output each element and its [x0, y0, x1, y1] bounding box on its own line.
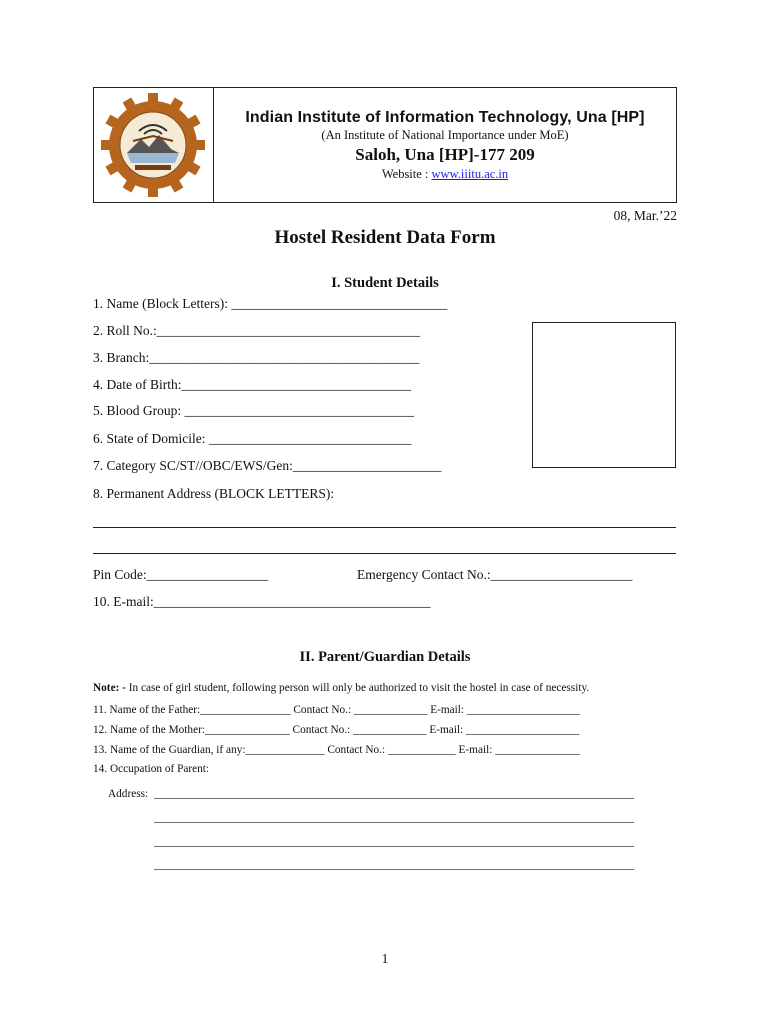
- parent-address-label: Address:: [108, 788, 149, 800]
- parent-address-line[interactable]: _____________________________________________________________________________________: [154, 836, 635, 848]
- name-field[interactable]: 1. Name (Block Letters): ________________________________: [93, 296, 448, 311]
- branch-field[interactable]: 3. Branch:________________________________________: [93, 350, 420, 365]
- header-text-block: [214, 88, 676, 182]
- parent-address-line[interactable]: _____________________________________________________________________________________: [154, 859, 635, 871]
- section-student-details-title: I. Student Details: [331, 275, 439, 291]
- guardian-row[interactable]: 13. Name of the Guardian, if any:______________ Contact No.: ____________ E-mail: _______________: [93, 744, 580, 756]
- note-body: In case of girl student, following person will only be authorized to visit the hostel in case of necessity.: [125, 682, 590, 694]
- website-link[interactable]: www.iiitu.ac.in: [431, 167, 509, 181]
- note-text: [93, 682, 589, 694]
- photo-box[interactable]: [532, 322, 676, 468]
- address-line-1[interactable]: [93, 527, 676, 528]
- institute-address: Saloh, Una [HP]-177 209: [355, 145, 535, 164]
- institute-name: Indian Institute of Information Technology, Una [HP]: [245, 109, 645, 126]
- iiit-una-emblem-icon: [100, 93, 206, 197]
- state-of-domicile-field[interactable]: 6. State of Domicile: ______________________________: [93, 431, 412, 446]
- institute-subtitle: (An Institute of National Importance under MoE): [321, 128, 569, 142]
- permanent-address-label: 8. Permanent Address (BLOCK LETTERS):: [93, 486, 335, 501]
- date-of-birth-field[interactable]: 4. Date of Birth:__________________________________: [93, 377, 411, 392]
- section-parent-details-title: II. Parent/Guardian Details: [299, 649, 471, 665]
- institute-header: [93, 87, 677, 203]
- website-label: Website :: [381, 167, 432, 181]
- mother-row[interactable]: 12. Name of the Mother:_______________ Contact No.: _____________ E-mail: ____________________: [93, 724, 580, 736]
- pin-code-field[interactable]: Pin Code:__________________: [93, 567, 269, 582]
- logo-cell: [94, 88, 214, 202]
- blood-group-field[interactable]: 5. Blood Group: __________________________________: [93, 403, 415, 418]
- form-title: Hostel Resident Data Form: [274, 227, 496, 248]
- parent-address-line[interactable]: _____________________________________________________________________________________: [154, 812, 635, 824]
- email-field[interactable]: 10. E-mail:_________________________________________: [93, 594, 431, 609]
- father-row[interactable]: 11. Name of the Father:________________ Contact No.: _____________ E-mail: ____________________: [93, 704, 580, 716]
- institute-website: [214, 167, 676, 182]
- note-label: Note: -: [93, 682, 126, 694]
- roll-no-field[interactable]: 2. Roll No.:_______________________________________: [93, 323, 421, 338]
- parent-address-line[interactable]: _____________________________________________________________________________________: [154, 788, 635, 800]
- address-line-2[interactable]: [93, 553, 676, 554]
- form-date: 08, Mar.’22: [613, 208, 677, 223]
- occupation-field[interactable]: 14. Occupation of Parent:: [93, 763, 210, 775]
- emergency-contact-field[interactable]: Emergency Contact No.:_____________________: [357, 567, 633, 582]
- category-field[interactable]: 7. Category SC/ST//OBC/EWS/Gen:______________________: [93, 458, 442, 473]
- page-number: 1: [381, 951, 389, 966]
